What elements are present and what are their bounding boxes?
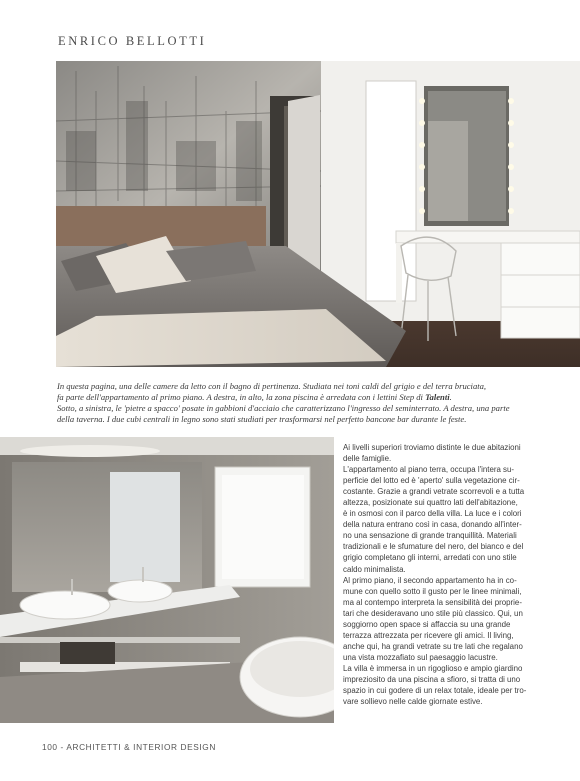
body-text-line: altezza, posizionate sui quattro lati dell'abitazione,: [343, 498, 518, 508]
caption-line: della taverna. I due cubi centrali in legno sono stati studiati per trasformarsi nel perfetto bancone bar durante le feste.: [57, 413, 467, 424]
body-text-line: costante. Grazie a grandi vetrate scorrevoli e a tutta: [343, 487, 525, 497]
body-text-line: terrazza attrezzata per ricevere gli amici. Il living,: [343, 630, 514, 640]
body-text-line: Ai livelli superiori troviamo distinte le due abitazioni: [343, 443, 521, 452]
page-header-title: ENRICO BELLOTTI: [58, 34, 207, 48]
body-text-line: una vista mozzafiato sul paesaggio lacustre.: [343, 652, 498, 662]
body-text-line: L'appartamento al piano terra, occupa l'intera su-: [343, 465, 515, 475]
caption-line: fa parte dell'appartamento al primo piano. A destra, in alto, la zona piscina è arredata con i lettini Step di Talenti.: [57, 391, 452, 402]
bathroom-photo: [0, 437, 334, 723]
body-text-line: è in osmosi con il parco della villa. La luce e i colori: [343, 509, 522, 519]
body-text-line: tari che desideravano uno stile più classico. Qui, un: [343, 608, 523, 618]
brand-name: Talenti: [425, 391, 450, 402]
article-body: [343, 442, 571, 707]
body-text-line: spazio in cui godere di un relax totale, ideale per tro-: [343, 686, 527, 696]
caption-line: Sotto, a sinistra, le 'pietre a spacco' posate in gabbioni d'acciaio che caratterizzano l'ingresso del seminterrato. A destra, una parte: [57, 402, 510, 413]
bedroom-photo: [56, 61, 580, 367]
body-text-line: perficie del lotto ed è 'aperto' sulla vegetazione cir-: [343, 476, 520, 486]
body-text-line: Al primo piano, il secondo appartamento ha in co-: [343, 575, 517, 585]
body-text-line: tradizionali e le sfumature del nero, del bianco e del: [343, 542, 524, 552]
body-text-line: vare sollievo nelle calde giornate estive.: [343, 697, 483, 707]
body-text-line: anche qui, ha grandi vetrate su tre lati che regalano: [343, 641, 523, 651]
caption-line: In questa pagina, una delle camere da letto con il bagno di pertinenza. Studiata nei toni caldi del grigio e del terra bruciata,: [57, 381, 487, 391]
body-text-line: delle famiglie.: [343, 454, 392, 464]
body-text-line: mune con quello sotto il gusto per le linee minimali,: [343, 586, 522, 596]
body-text-line: caldo minimalista.: [343, 564, 406, 574]
body-text-line: impreziosito da una piscina a sfioro, si tratta di uno: [343, 674, 521, 684]
page-footer: 100 - ARCHITETTI & INTERIOR DESIGN: [42, 742, 216, 752]
body-text-line: ma al contempo interpreta la sensibilità dei proprie-: [343, 597, 522, 607]
body-text-line: della natura entrano così in casa, donando all'inter-: [343, 520, 522, 530]
photo-caption: [57, 381, 557, 425]
body-text-line: La villa è immersa in un rigoglioso e ampio giardino: [343, 663, 523, 673]
body-text-line: no una sensazione di grande tranquillità. Materiali: [343, 531, 517, 541]
body-text-line: grigio completano gli interni, arredati con uno stile: [343, 553, 517, 563]
body-text-line: soggiorno open space si affaccia su una grande: [343, 619, 511, 629]
